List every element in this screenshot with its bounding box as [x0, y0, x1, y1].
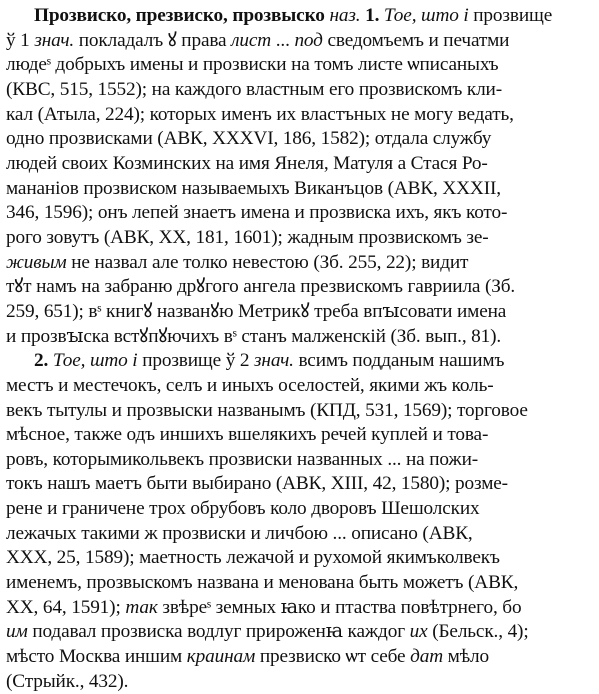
text-line-25: [6, 596, 593, 621]
text-segment: презвиско ѡт себе: [259, 646, 406, 668]
text-segment: сведомъемъ и печатми: [327, 29, 510, 51]
text-segment: живым: [6, 251, 67, 273]
text-segment: лист: [231, 29, 272, 51]
sense-2-number: 2.: [34, 350, 49, 372]
sense-2-definition: Тое, што і: [52, 350, 138, 372]
text-line-28: (Стрыйк., 432).: [6, 670, 129, 692]
text-segment: подавал прозвиска водлуг прироженꙗ каждог: [32, 621, 405, 643]
text-line-23: XXX, 25, 1589); маетность лежачой и рухомой якимъколвекъ: [6, 547, 500, 569]
text-segment: звѣреˢ земных ꙗко и птаства повѣтрнего, бо: [162, 596, 522, 618]
sense-2-ref-znach: знач.: [254, 350, 294, 372]
sense-1-definition-tail: прозвище: [473, 5, 553, 26]
text-segment: ...: [275, 29, 290, 51]
text-line-6: одно прозвисками (АВК, XXXVI, 186, 1582); отдала службу: [6, 128, 492, 150]
text-segment: всимъ подданым нашимъ: [298, 350, 505, 372]
text-line-4: (КВС, 515, 1552); на каждого властным его прозвискомъ кли-: [6, 78, 502, 100]
text-line-27: [6, 645, 593, 670]
text-line-21: рене и граничене трох обрубовъ коло дворовъ Шешолских: [6, 498, 480, 520]
sense-1-number: 1.: [365, 5, 380, 26]
text-segment: их: [409, 621, 428, 643]
text-segment: не назвал але толко невестою (Зб. 255, 22); видит: [71, 251, 469, 273]
text-segment: им: [6, 621, 28, 643]
text-line-12: тꙋт намъ на забраню дрꙋгого ангела презвискомъ гавриила (Зб.: [6, 276, 516, 298]
text-line-20: токъ нашъ маетъ быти выбирано (АВК, XIII, 42, 1580); розме-: [6, 473, 508, 495]
headword: Прозвиско, презвиско, прозвыско: [34, 5, 325, 26]
sense-1-ref-num: 1: [20, 29, 30, 51]
text-line-8: мананіов прозвиском называемыхъ Виканъцов (АВК, XXXII,: [6, 177, 501, 199]
text-line-2: [6, 29, 593, 54]
text-line-5: кал (Атыла, 224); которых именъ их властъных не могу ведать,: [6, 103, 514, 125]
text-line-7: людей своих Козминских на имя Янеля, Матуля а Стася Ро-: [6, 152, 488, 174]
text-line-18: мѣсное, также одъ иншихъ вшелякихъ речей куплей и това-: [6, 424, 489, 446]
text-line-26: [6, 620, 593, 645]
text-line-10: рого зовутъ (АВК, XX, 181, 1601); жадным прозвискомъ зе-: [6, 226, 489, 248]
text-line-11: [6, 251, 593, 276]
text-segment: (Бельск., 4);: [432, 621, 529, 643]
text-line-15: [6, 349, 593, 374]
sense-2-ref-num: 2: [239, 350, 250, 372]
text-line-14: и прозвꙑска встꙋпꙋючихъ вˢ станъ малженскій (Зб. вып., 81).: [6, 325, 502, 347]
text-segment: покладалъ ꙋ права: [78, 29, 227, 51]
text-line-3: людеˢ добрыхъ имены и прозвиски на томъ листе ѡписаныхъ: [6, 54, 499, 76]
text-segment: мѣсто Москва иншим: [6, 646, 183, 668]
text-segment: мѣло: [447, 646, 489, 668]
text-segment: дат: [410, 646, 443, 668]
text-line-17: векъ тытулы и прозвыски названымъ (КПД, 531, 1569); торговое: [6, 399, 528, 421]
sense-2-ref-u: ў: [225, 350, 236, 372]
text-line-16: местъ и местечокъ, селъ и иныхъ оселостей, якими жъ коль-: [6, 374, 494, 396]
text-segment: краинам: [186, 646, 256, 668]
part-of-speech: наз.: [329, 5, 361, 26]
text-segment: XX, 64, 1591);: [6, 596, 121, 618]
sense-2-definition-tail: прозвище: [142, 350, 222, 372]
text-line-9: 346, 1596); онъ лепей знаетъ имена и прозвиска ихъ, якъ кото-: [6, 202, 508, 224]
text-line-24: именемъ, прозвыскомъ названа и менована быть можетъ (АВК,: [6, 572, 519, 594]
text-line-13: 259, 651); вˢ книгꙋ названꙋю Метрикꙋ треба впꙑсовати имена: [6, 300, 507, 322]
text-segment: под: [294, 29, 323, 51]
text-line-1: [6, 4, 593, 29]
text-line-19: ровъ, которымикольвекъ прозвиски названных ... на пожи-: [6, 448, 479, 470]
sense-1-ref-znach: знач.: [34, 29, 75, 51]
sense-1-ref-u: ў: [6, 29, 16, 51]
text-segment: так: [125, 596, 158, 618]
text-line-22: лежачых такими ж прозвиски и личбою ... описано (АВК,: [6, 522, 473, 544]
sense-1-definition: Тое, што і: [383, 5, 469, 26]
